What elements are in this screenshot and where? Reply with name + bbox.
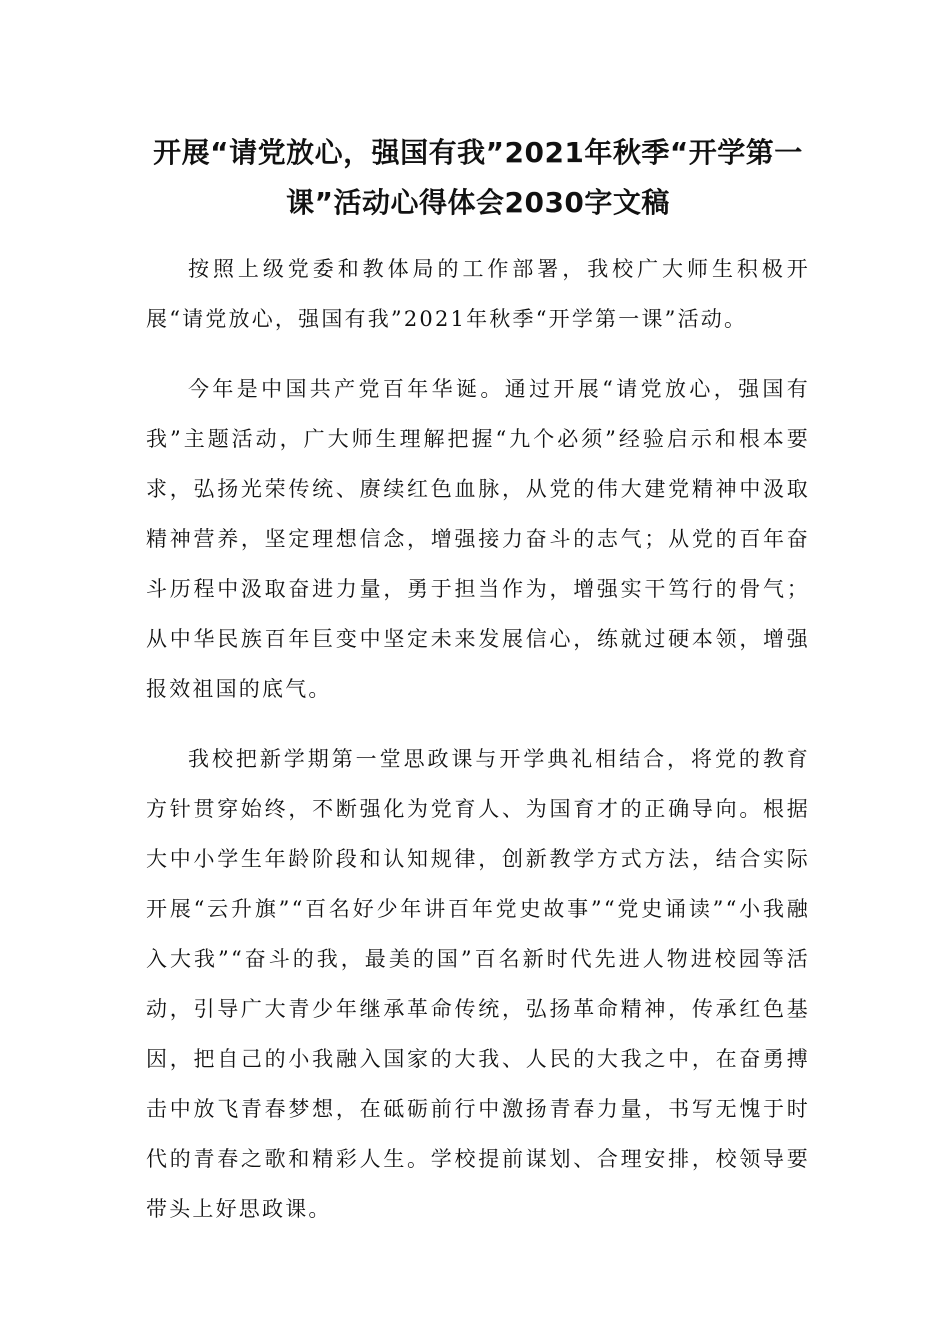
paragraph-3: 我校把新学期第一堂思政课与开学典礼相结合，将党的教育方针贯穿始终，不断强化为党育人、为国育才的正确导向。根据大中小学生年龄阶段和认知规律，创新教学方式方法，结合实际开展“云升旗”“百名好少年讲百年党史故事”“党史诵读”“小我融入大我”“奋斗的我，最美的国”百名新时代先进人物进校园等活动，引导广大青少年继承革命传统，弘扬革命精神，传承红色基因，把自己的小我融入国家的大我、人民的大我之中，在奋勇搏击中放飞青春梦想，在砥砺前行中激扬青春力量，书写无愧于时代的青春之歌和精彩人生。学校提前谋划、合理安排，校领导要带头上好思政课。	[146, 747, 810, 1221]
document-title: 开展“请党放心，强国有我”2021年秋季“开学第一课”活动心得体会2030字文稿	[153, 136, 803, 219]
document-page	[146, 128, 810, 1254]
paragraph-1: 按照上级党委和教体局的工作部署，我校广大师生积极开展“请党放心，强国有我”2021年秋季“开学第一课”活动。	[146, 257, 810, 331]
paragraph-2: 今年是中国共产党百年华诞。通过开展“请党放心，强国有我”主题活动，广大师生理解把握“九个必须”经验启示和根本要求，弘扬光荣传统、赓续红色血脉，从党的伟大建党精神中汲取精神营养，坚定理想信念，增强接力奋斗的志气；从党的百年奋斗历程中汲取奋进力量，勇于担当作为，增强实干笃行的骨气；从中华民族百年巨变中坚定未来发展信心，练就过硬本领，增强报效祖国的底气。	[146, 377, 810, 701]
